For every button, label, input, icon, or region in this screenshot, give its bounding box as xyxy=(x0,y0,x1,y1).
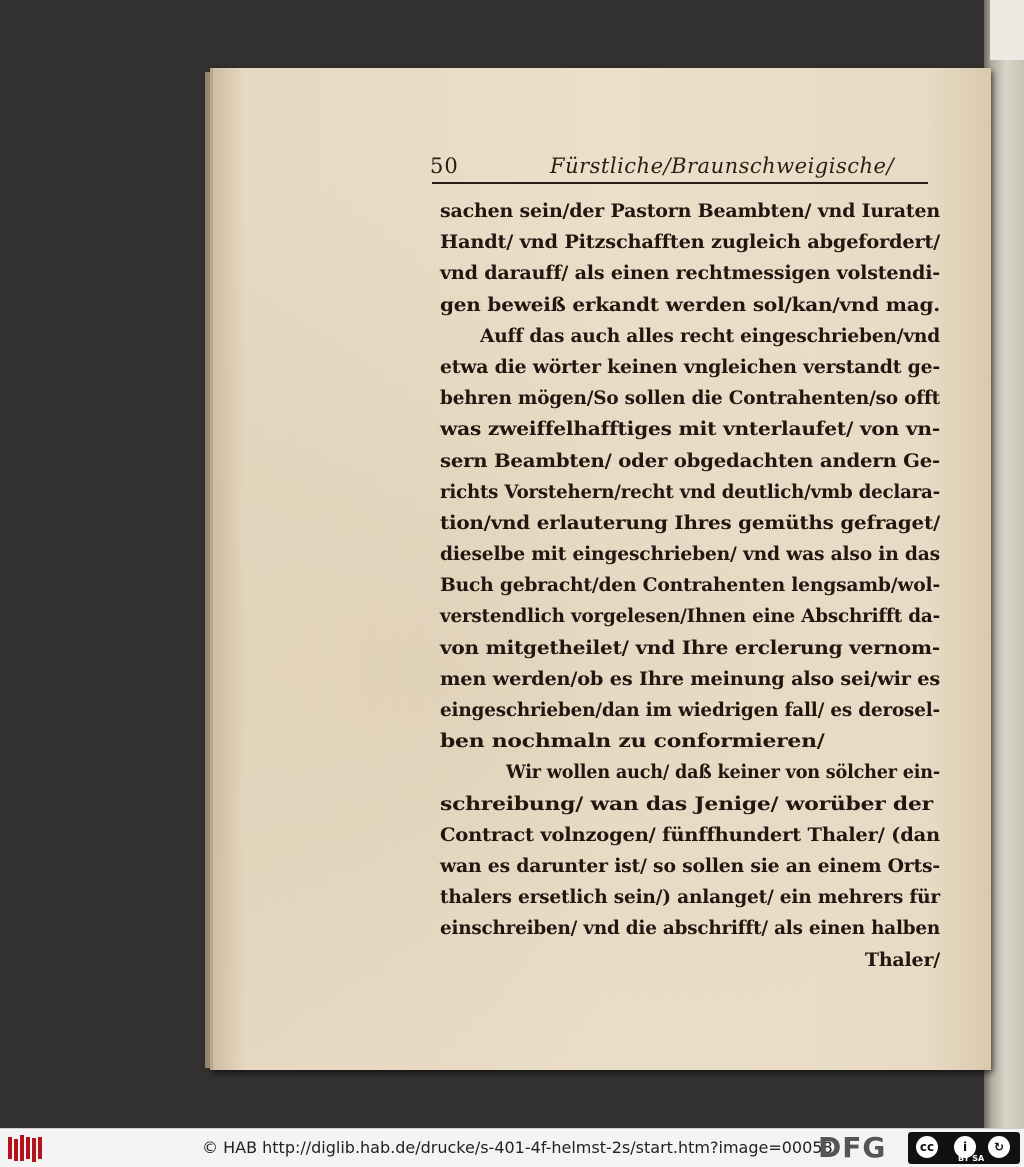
cc-license-label: BY SA xyxy=(958,1154,985,1163)
dfg-logo[interactable]: DFG xyxy=(818,1131,887,1164)
text-line: ben nochmaln zu conformieren/ xyxy=(440,730,825,753)
text-line: tion/vnd erlauterung Ihres gemüths gefraget/ xyxy=(440,511,940,534)
cc-license-badge[interactable] xyxy=(908,1132,1020,1164)
catchword: Thaler/ xyxy=(864,948,940,971)
text-line: men werden/ob es Ihre meinung also sei/wir es xyxy=(440,667,940,690)
body-text xyxy=(440,196,940,976)
text-line: Contract volnzogen/ fünffhundert Thaler/ (dan xyxy=(440,823,940,846)
text-line: von mitgetheilet/ vnd Ihre erclerung vernom- xyxy=(440,636,940,659)
text-line: sachen sein/der Pastorn Beambten/ vnd Iuraten xyxy=(440,200,940,222)
text-line: behren mögen/So sollen die Contrahenten/so offt xyxy=(440,387,940,410)
text-line: Buch gebracht/den Contrahenten lengsamb/wol- xyxy=(440,574,940,597)
copyright-link[interactable]: © HAB http://diglib.hab.de/drucke/s-401-4f-helmst-2s/start.htm?image=00058 xyxy=(202,1138,833,1157)
text-line: Auff das auch alles recht eingeschrieben/vnd xyxy=(480,324,940,347)
text-line: wan es darunter ist/ so sollen sie an einem Orts- xyxy=(440,854,940,877)
text-line: schreibung/ wan das Jenige/ worüber der xyxy=(440,792,933,815)
text-line: gen beweiß erkandt werden sol/kan/vnd mag. xyxy=(440,293,940,316)
text-line: sern Beambten/ oder obgedachten andern Ge- xyxy=(440,449,940,472)
text-line: einschreiben/ vnd die abschrifft/ als einen halben xyxy=(440,917,940,940)
text-line: verstendlich vorgelesen/Ihnen eine Abschrifft da- xyxy=(440,605,940,628)
share-alike-icon: ↻ xyxy=(986,1134,1012,1160)
text-line: richts Vorstehern/recht vnd deutlich/vmb declara- xyxy=(440,480,940,503)
text-line: was zweiffelhafftiges mit vnterlaufet/ von vn- xyxy=(440,418,940,441)
text-line: etwa die wörter keinen vngleichen verstandt ge- xyxy=(440,355,940,378)
text-line: vnd darauff/ als einen rechtmessigen volstendi- xyxy=(440,262,940,285)
facing-page-corner xyxy=(990,0,1024,60)
hab-logo-icon[interactable] xyxy=(6,1133,48,1163)
header-rule xyxy=(432,182,928,184)
text-line: Wir wollen auch/ daß keiner von sölcher ein- xyxy=(506,761,940,784)
cc-icon: cc xyxy=(914,1134,940,1160)
page-number: 50 xyxy=(430,154,459,178)
text-line: dieselbe mit eingeschrieben/ vnd was also in das xyxy=(440,543,940,566)
text-line: Handt/ vnd Pitzschafften zugleich abgefordert/ xyxy=(440,231,940,254)
viewer-footer xyxy=(0,1128,1024,1167)
attribution-icon: i xyxy=(952,1134,978,1160)
page-header xyxy=(430,150,930,186)
running-head: Fürstliche/Braunschweigische/ xyxy=(550,154,895,178)
text-line: eingeschrieben/dan im wiedrigen fall/ es derosel- xyxy=(440,699,940,721)
text-line: thalers ersetlich sein/) anlanget/ ein mehrers für xyxy=(440,886,940,909)
